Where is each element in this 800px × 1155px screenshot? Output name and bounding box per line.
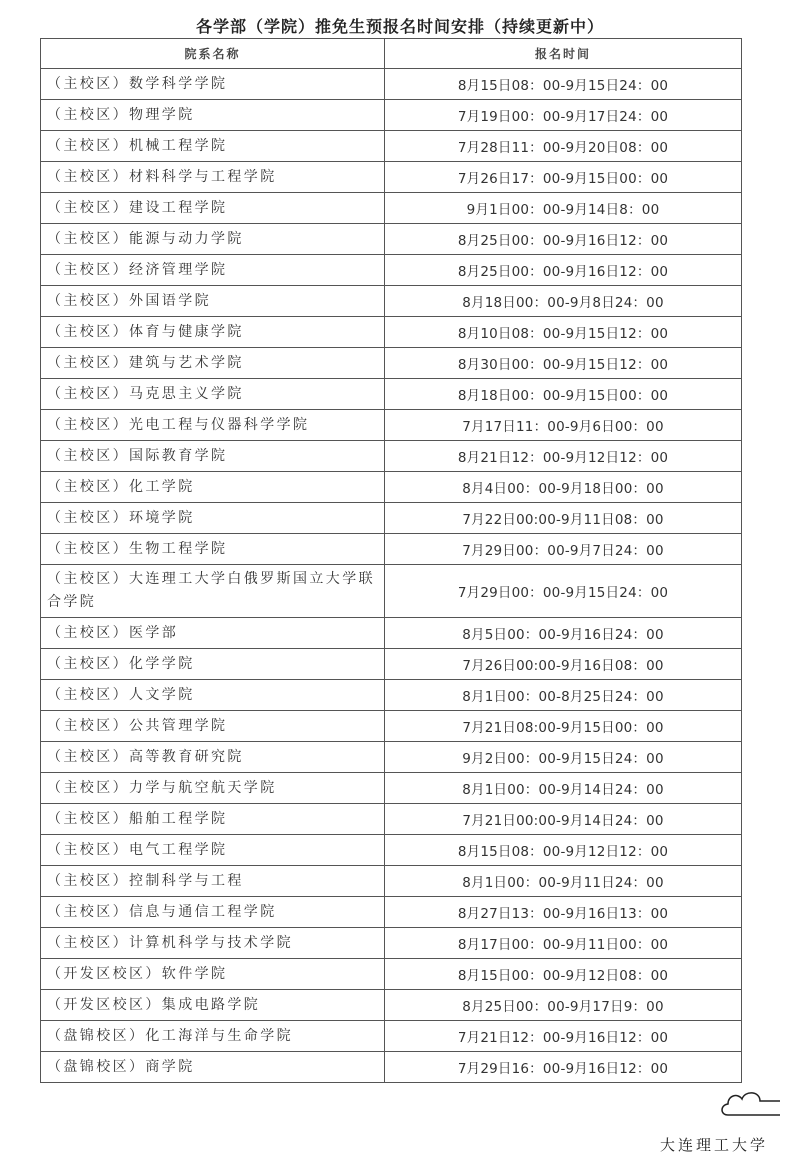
registration-time-cell: 7月21日00:00-9月14日24：00 (385, 804, 742, 835)
registration-time-cell: 8月21日12：00-9月12日12：00 (385, 441, 742, 472)
table-row (41, 959, 742, 990)
table-row (41, 742, 742, 773)
department-name-cell: （主校区）材料科学与工程学院 (41, 162, 385, 193)
registration-time-cell: 8月30日00：00-9月15日12：00 (385, 348, 742, 379)
registration-time-cell: 8月15日00：00-9月12日08：00 (385, 959, 742, 990)
registration-time-cell: 8月10日08：00-9月15日12：00 (385, 317, 742, 348)
registration-time-cell: 8月1日00：00-9月14日24：00 (385, 773, 742, 804)
registration-time-cell: 8月18日00：00-9月15日00：00 (385, 379, 742, 410)
registration-time-cell: 8月1日00：00-8月25日24：00 (385, 680, 742, 711)
table-body (41, 69, 742, 1083)
registration-time-cell: 7月28日11：00-9月20日08：00 (385, 131, 742, 162)
registration-time-cell: 7月26日00:00-9月16日08：00 (385, 649, 742, 680)
department-name-cell: （主校区）建设工程学院 (41, 193, 385, 224)
registration-time-cell: 8月1日00：00-9月11日24：00 (385, 866, 742, 897)
registration-time-cell: 8月18日00：00-9月8日24：00 (385, 286, 742, 317)
department-name-cell: （主校区）力学与航空航天学院 (41, 773, 385, 804)
table-row (41, 255, 742, 286)
department-name-cell: （主校区）信息与通信工程学院 (41, 897, 385, 928)
table-row (41, 618, 742, 649)
table-row (41, 193, 742, 224)
department-name-cell: （主校区）化工学院 (41, 472, 385, 503)
registration-time-cell: 7月21日08:00-9月15日00：00 (385, 711, 742, 742)
department-name-cell: （主校区）数学科学学院 (41, 69, 385, 100)
table-row (41, 534, 742, 565)
header-department-name: 院系名称 (41, 39, 385, 69)
department-name-cell: （主校区）国际教育学院 (41, 441, 385, 472)
table-row (41, 348, 742, 379)
department-name-cell: （主校区）机械工程学院 (41, 131, 385, 162)
registration-time-cell: 9月2日00：00-9月15日24：00 (385, 742, 742, 773)
registration-time-cell: 8月25日00：00-9月16日12：00 (385, 224, 742, 255)
table-row (41, 711, 742, 742)
header-registration-time: 报名时间 (385, 39, 742, 69)
table-row (41, 472, 742, 503)
table-row (41, 804, 742, 835)
department-name-cell: （盘锦校区）商学院 (41, 1052, 385, 1083)
registration-time-cell: 8月4日00：00-9月18日00：00 (385, 472, 742, 503)
department-name-cell: （主校区）医学部 (41, 618, 385, 649)
table-row (41, 162, 742, 193)
department-name-cell: （主校区）公共管理学院 (41, 711, 385, 742)
department-name-cell: （主校区）物理学院 (41, 100, 385, 131)
department-name-cell: （主校区）计算机科学与技术学院 (41, 928, 385, 959)
department-name-cell: （主校区）环境学院 (41, 503, 385, 534)
table-row (41, 69, 742, 100)
table-row (41, 866, 742, 897)
table-row (41, 503, 742, 534)
department-name-cell: （主校区）控制科学与工程 (41, 866, 385, 897)
registration-time-cell: 7月29日00：00-9月15日24：00 (385, 565, 742, 618)
table-row (41, 680, 742, 711)
footer-watermark-text: 大连理工大学 (660, 1136, 769, 1154)
registration-time-cell: 7月22日00:00-9月11日08：00 (385, 503, 742, 534)
registration-time-cell: 7月19日00：00-9月17日24：00 (385, 100, 742, 131)
table-row (41, 441, 742, 472)
department-name-cell: （主校区）马克思主义学院 (41, 379, 385, 410)
department-name-cell: （主校区）体育与健康学院 (41, 317, 385, 348)
table-header-row (41, 39, 742, 69)
department-name-cell: （主校区）光电工程与仪器科学学院 (41, 410, 385, 441)
cloud-decoration-icon (720, 1085, 780, 1125)
registration-time-cell: 7月17日11：00-9月6日00：00 (385, 410, 742, 441)
department-name-cell: （主校区）建筑与艺术学院 (41, 348, 385, 379)
table-row (41, 224, 742, 255)
table-row (41, 835, 742, 866)
department-name-cell: （主校区）船舶工程学院 (41, 804, 385, 835)
table-row (41, 1021, 742, 1052)
table-row (41, 649, 742, 680)
department-name-cell: （开发区校区）集成电路学院 (41, 990, 385, 1021)
table-row (41, 897, 742, 928)
registration-time-cell: 8月15日08：00-9月12日12：00 (385, 835, 742, 866)
registration-time-cell: 8月27日13：00-9月16日13：00 (385, 897, 742, 928)
table-row (41, 410, 742, 441)
registration-time-cell: 8月25日00：00-9月17日9：00 (385, 990, 742, 1021)
registration-time-cell: 8月15日08：00-9月15日24：00 (385, 69, 742, 100)
registration-time-cell: 8月5日00：00-9月16日24：00 (385, 618, 742, 649)
table-row (41, 1052, 742, 1083)
table-row (41, 990, 742, 1021)
registration-time-cell: 7月29日16：00-9月16日12：00 (385, 1052, 742, 1083)
department-name-cell: （主校区）人文学院 (41, 680, 385, 711)
department-name-cell: （主校区）化学学院 (41, 649, 385, 680)
page-title: 各学部（学院）推免生预报名时间安排（持续更新中） (195, 17, 604, 36)
table-row (41, 100, 742, 131)
table-row (41, 565, 742, 618)
registration-time-cell: 7月21日12：00-9月16日12：00 (385, 1021, 742, 1052)
department-name-cell: （盘锦校区）化工海洋与生命学院 (41, 1021, 385, 1052)
department-name-cell: （主校区）生物工程学院 (41, 534, 385, 565)
registration-time-cell: 8月25日00：00-9月16日12：00 (385, 255, 742, 286)
registration-time-cell: 9月1日00：00-9月14日8：00 (385, 193, 742, 224)
department-name-cell: （开发区校区）软件学院 (41, 959, 385, 990)
department-name-cell: （主校区）大连理工大学白俄罗斯国立大学联合学院 (41, 565, 385, 618)
table-row (41, 131, 742, 162)
department-name-cell: （主校区）经济管理学院 (41, 255, 385, 286)
department-name-cell: （主校区）外国语学院 (41, 286, 385, 317)
table-row (41, 286, 742, 317)
table-row (41, 317, 742, 348)
department-name-cell: （主校区）高等教育研究院 (41, 742, 385, 773)
registration-time-cell: 7月29日00：00-9月7日24：00 (385, 534, 742, 565)
department-name-cell: （主校区）电气工程学院 (41, 835, 385, 866)
registration-time-cell: 8月17日00：00-9月11日00：00 (385, 928, 742, 959)
table-row (41, 928, 742, 959)
registration-time-cell: 7月26日17：00-9月15日00：00 (385, 162, 742, 193)
table-row (41, 773, 742, 804)
registration-table (40, 38, 742, 1083)
table-row (41, 379, 742, 410)
department-name-cell: （主校区）能源与动力学院 (41, 224, 385, 255)
